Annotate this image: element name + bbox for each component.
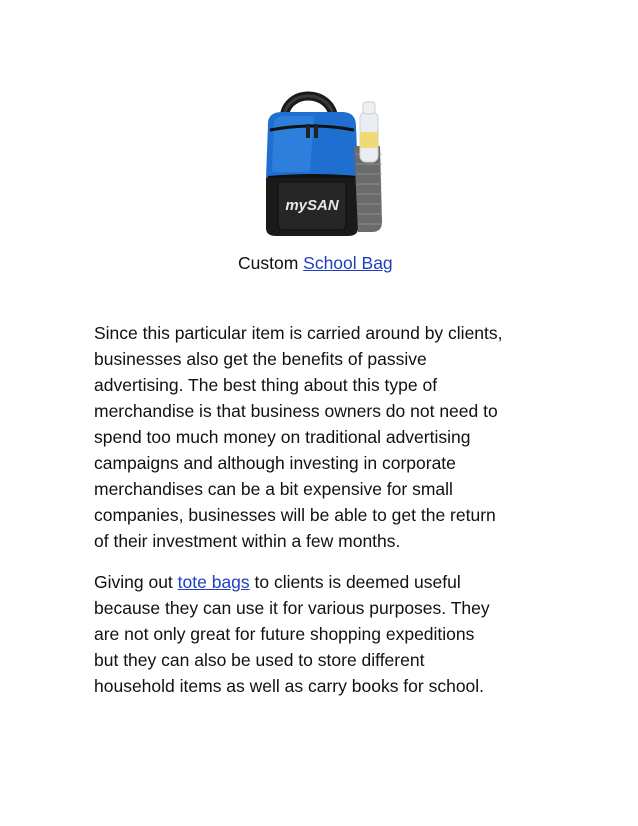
school-bag-link[interactable]: School Bag: [303, 253, 393, 273]
paragraph-line: but they can also be used to store different: [94, 650, 425, 670]
paragraph-line: spend too much money on traditional advertising: [94, 427, 471, 447]
paragraph-line: are not only great for future shopping expeditions: [94, 624, 475, 644]
paragraph-line: merchandise is that business owners do not need to: [94, 401, 498, 421]
brand-logo-text: mySAN: [285, 197, 339, 214]
paragraph-line: campaigns and although investing in corporate: [94, 453, 456, 473]
paragraph-line: Since this particular item is carried around by clients,: [94, 323, 503, 343]
paragraph-line: companies, businesses will be able to get the return: [94, 505, 496, 525]
paragraph-line: because they can use it for various purposes. They: [94, 598, 490, 618]
paragraph-line: advertising. The best thing about this type of: [94, 375, 438, 395]
paragraph-line: merchandises can be a bit expensive for small: [94, 479, 453, 499]
line-prefix: Giving out: [94, 572, 178, 592]
paragraph-tote-bags: [94, 569, 564, 699]
paragraph-line: businesses also get the benefits of passive: [94, 349, 427, 369]
paragraph-line-first: [94, 569, 564, 595]
school-bag-image: [254, 82, 386, 240]
paragraph-line: household items as well as carry books for school.: [94, 676, 485, 696]
tote-bags-link[interactable]: tote bags: [177, 572, 250, 592]
line-suffix: to clients is deemed useful: [249, 572, 461, 592]
caption-prefix: Custom: [238, 253, 304, 273]
paragraph-advertising: [94, 320, 564, 554]
paragraph-line: of their investment within a few months.: [94, 531, 401, 551]
